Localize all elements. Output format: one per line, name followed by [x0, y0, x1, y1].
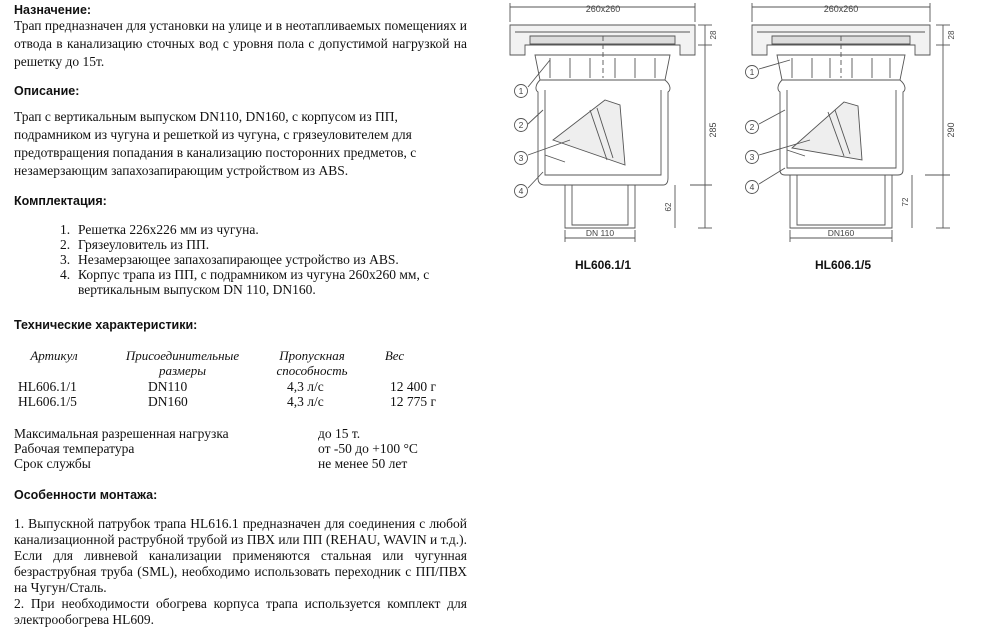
description-text: Трап с вертикальным выпуском DN110, DN160, с корпусом из ПП, подрамником из чугуна и решеткой из чугуна, с грязеуловителем для предотвращения попадания в канализацию посторонних предметов, с незамерзающим запахозапирающим устройством из ABS. [14, 109, 417, 178]
table-cell: 4,3 л/с [287, 379, 324, 394]
param-label: Срок службы [14, 456, 91, 471]
callout-2: 2 [518, 120, 524, 130]
specs-heading: Технические характеристики: [14, 318, 198, 332]
dn-label: DN160 [827, 228, 855, 238]
table-cell: HL606.1/5 [18, 394, 77, 409]
outlet-dimension: 62 [664, 202, 673, 212]
table-cell: DN110 [148, 379, 188, 394]
table-cell: HL606.1/1 [18, 379, 77, 394]
table-cell: 4,3 л/с [287, 394, 324, 409]
col-header-weight: Вес [384, 348, 405, 363]
callout-1: 1 [518, 86, 524, 96]
kit-list: 1. Решетка 226x226 мм из чугуна. 2. Грязеуловитель из ПП. 3. Незамерзающее запахозапирающее устройство из ABS. 4. Корпус трапа из ПП, с подрамником из чугуна 260x260 мм, с вертикальным выпуском DN 110, DN160. [60, 222, 470, 302]
frame-dimension: 28 [709, 30, 718, 40]
drawing-caption-1: HL606.1/1 [575, 258, 632, 272]
height-dimension: 290 [946, 122, 956, 138]
callout-3: 3 [518, 153, 524, 163]
col-header-sizes: Присоединительные размеры [125, 348, 240, 378]
mounting-heading: Особенности монтажа: [14, 488, 158, 502]
purpose-text: Трап предназначен для установки на улице и в неотапливаемых помещениях и отвода в канализацию сточных вод с уровня пола с допустимой нагрузкой на решетку до 15т. [14, 18, 467, 69]
description-heading: Описание: [14, 84, 80, 98]
purpose-heading: Назначение: [14, 3, 92, 17]
param-value: не менее 50 лет [318, 456, 408, 471]
table-cell: DN160 [148, 394, 188, 409]
param-label: Рабочая температура [14, 441, 135, 456]
top-dimension: 260x260 [823, 4, 859, 14]
drawing-caption-2: HL606.1/5 [815, 258, 872, 272]
callout-3: 3 [749, 152, 755, 162]
table-cell: 12 400 г [390, 379, 437, 394]
callout-4: 4 [518, 186, 524, 196]
param-value: до 15 т. [318, 426, 361, 441]
col-header-article: Артикул [30, 348, 78, 363]
param-value: от -50 до +100 °C [318, 441, 418, 456]
param-label: Максимальная разрешенная нагрузка [14, 426, 229, 441]
col-header-capacity: Пропускная способность [276, 348, 348, 378]
callout-2: 2 [749, 122, 755, 132]
table-cell: 12 775 г [390, 394, 437, 409]
mounting-paragraph-1: 1. Выпускной патрубок трапа HL616.1 предназначен для соединения с любой канализационной раструбной трубой из ПВХ или ПП (REHAU, WAVIN и т.д.). Если для ливневой канализации применяются стальная или чугунная безраструбная труба (SML), необходимо использовать переходник с ПП/ПВХ на Чугун/Сталь. [14, 516, 467, 595]
drawing-hl606-1-5 [730, 0, 965, 250]
kit-heading: Комплектация: [14, 194, 107, 208]
callout-1: 1 [749, 67, 755, 77]
outlet-dimension: 72 [901, 197, 910, 207]
frame-dimension: 28 [947, 30, 956, 40]
callout-4: 4 [749, 182, 755, 192]
mounting-paragraph-2: 2. При необходимости обогрева корпуса трапа используется комплект для электрообогрева HL609. [14, 596, 467, 627]
top-dimension: 260x260 [585, 4, 621, 14]
drawing-hl606-1-1 [495, 0, 725, 250]
list-item-continuation: вертикальным выпуском DN 110, DN160. [78, 282, 316, 297]
dn-label: DN 110 [585, 228, 615, 238]
height-dimension: 285 [708, 122, 718, 138]
